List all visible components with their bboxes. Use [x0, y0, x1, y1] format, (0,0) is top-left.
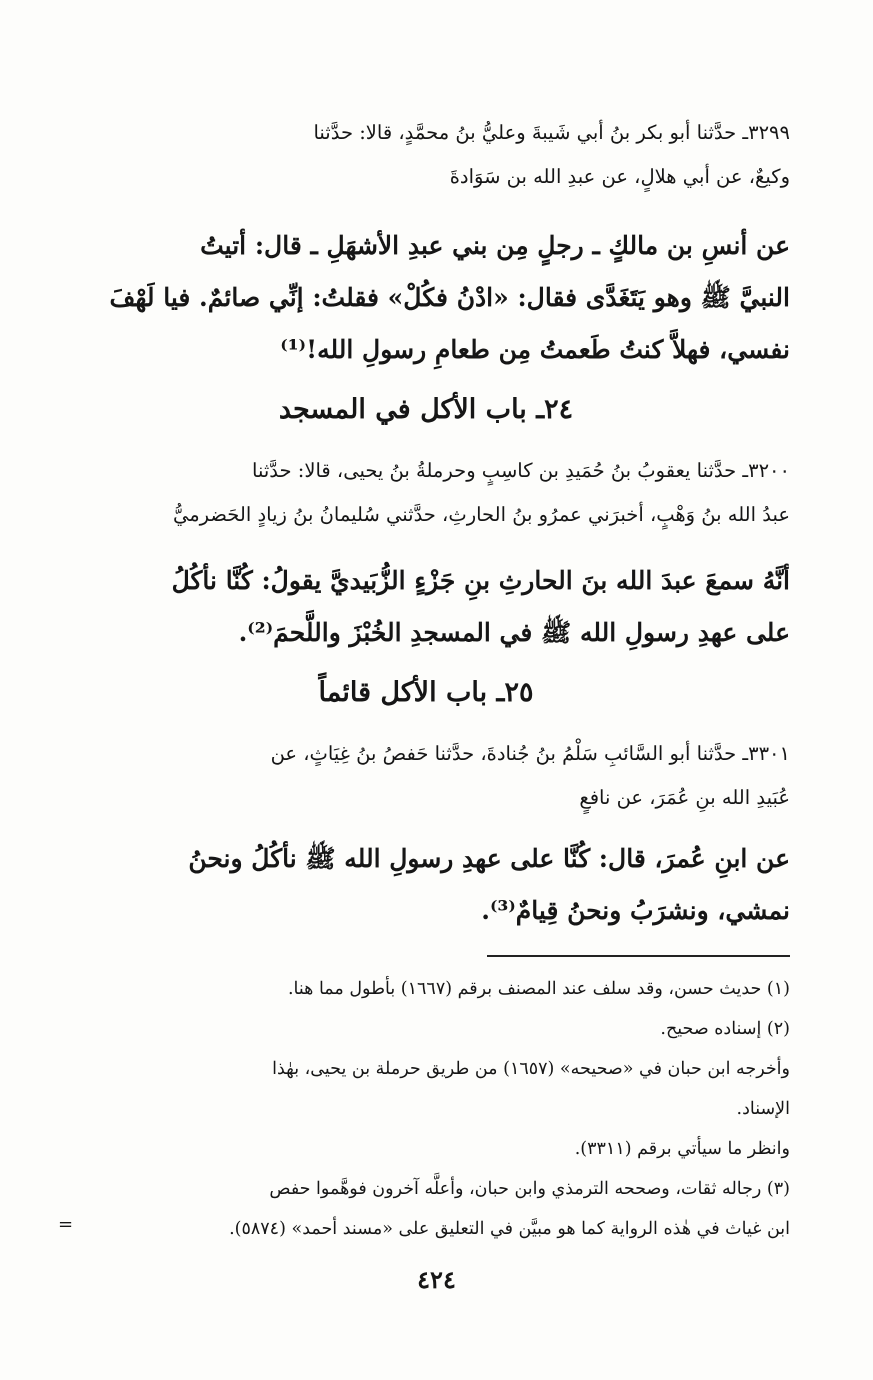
chapter-heading-24: ٢٤ـ باب الأكل في المسجد [278, 394, 574, 425]
text-line: عُبَيدِ الله بنِ عُمَرَ، عن نافعٍ [579, 786, 790, 809]
text-line: عن أنسِ بن مالكٍ ـ رجلٍ مِن بني عبدِ الأشهَلِ ـ قال: أتيتُ [200, 231, 790, 260]
hadith-3301-matn [62, 833, 790, 937]
footnote-line: (١) حديث حسن، وقد سلف عند المصنف برقم (١٦٦٧) بأطول مما هنا. [287, 979, 790, 999]
footnote-line: (٣) رجاله ثقات، وصححه الترمذي وابن حبان، وأعلَّه آخرون فوهَّموا حفص [269, 1179, 790, 1199]
text-line: وكيعٌ، عن أبي هلالٍ، عن عبدِ الله بن سَوَادةَ [449, 165, 790, 188]
text-line: نمشي، ونشرَبُ ونحنُ قِيامٌ⁽³⁾. [481, 896, 790, 925]
continuation-mark: = [58, 1214, 74, 1235]
footnote-line: وأخرجه ابن حبان في «صحيحه» (١٦٥٧) من طريق حرملة بن يحيى، بهٰذا [272, 1059, 790, 1079]
footnote-separator [487, 955, 790, 957]
hadith-3299-chain [62, 111, 790, 199]
footnote-line: ابن غياث في هٰذه الرواية كما هو مبيَّن في التعليق على «مسند أحمد» (٥٨٧٤). [229, 1219, 790, 1239]
text-line: أنَّهُ سمعَ عبدَ الله بنَ الحارثِ بنِ جَزْءٍ الزُّبَيديَّ يقولُ: كُنَّا نأكُلُ [171, 566, 790, 595]
footnote-line: وانظر ما سيأتي برقم (٣٣١١). [574, 1139, 790, 1159]
text-line: عن ابنِ عُمرَ، قال: كُنَّا على عهدِ رسولِ الله ﷺ نأكُلُ ونحنُ [188, 844, 790, 873]
hadith-3301-chain [62, 732, 790, 820]
text-line: عبدُ الله بنُ وَهْبٍ، أخبرَني عمرُو بنُ الحارثِ، حدَّثني سُليمانُ بنُ زيادٍ الحَضرميُّ [172, 503, 790, 526]
chapter-heading-25: ٢٥ـ باب الأكل قائماً [318, 677, 534, 708]
footnote-line: الإسناد. [736, 1099, 790, 1119]
page-number: ٤٢٤ [417, 1265, 456, 1294]
footnote-line: (٢) إسناده صحيح. [660, 1019, 790, 1039]
hadith-3200-chain [62, 449, 790, 537]
text-line: ٣٢٠٠ـ حدَّثنا يعقوبُ بنُ حُمَيدِ بن كاسِبٍ وحرملةُ بنُ يحيى، قالا: حدَّثنا [252, 459, 790, 482]
text-line: ٣٣٠١ـ حدَّثنا أبو السَّائبِ سَلْمُ بنُ جُنادةَ، حدَّثنا حَفصُ بنُ غِيَاثٍ، عن [270, 742, 790, 765]
text-line: ٣٢٩٩ـ حدَّثنا أبو بكر بنُ أبي شَيبةَ وعليُّ بنُ محمَّدٍ، قالا: حدَّثنا [313, 121, 790, 144]
text-line: النبيَّ ﷺ وهو يَتَغَدَّى فقال: «ادْنُ فكُلْ» فقلتُ: إنِّي صائمٌ. فيا لَهْفَ [109, 283, 790, 312]
hadith-3200-matn [62, 555, 790, 659]
text-line: نفسي، فهلاَّ كنتُ طَعمتُ مِن طعامِ رسولِ الله!⁽¹⁾ [280, 335, 790, 364]
footnotes [62, 969, 790, 1249]
hadith-3299-matn [62, 220, 790, 376]
text-line: على عهدِ رسولِ الله ﷺ في المسجدِ الخُبْزَ واللَّحمَ⁽²⁾. [238, 618, 790, 647]
